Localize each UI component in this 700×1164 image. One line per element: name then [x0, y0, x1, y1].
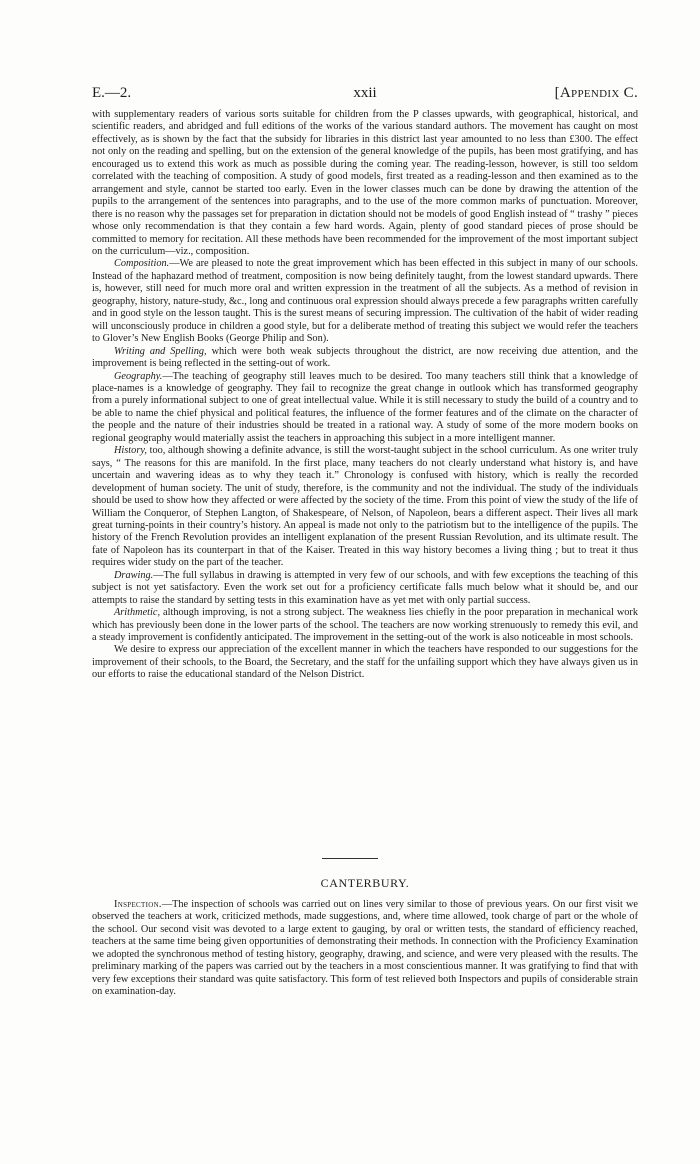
paragraph-arithmetic [92, 607, 638, 644]
section-divider [322, 858, 378, 859]
page-number: xxii [353, 85, 377, 101]
paragraph-text: too, although showing a definite advance, is still the worst-taught subject in the school curriculum. As one writer truly says, “ The reasons for this are manifold. In the first place, many teachers do not clearly understand what history is, and have uncertain and wavering ideas as to why they teach it.” Chronology is confused with history, which is really the recorded development of human society. The unit of study, therefore, is the community and not the individual. The study of the individuals should be used to show how they affected or were affected by the society of the time. From this point of view the study of the life of William the Conqueror, of Stephen Langton, of Shakespeare, of Nelson, of Napoleon, bears a different aspect. Their lives all mark great turning-points in their country’s history. An appeal is made not only to the patriotism but to the intelligence of the pupils. The history of the French Revolution provides an intelligent explanation of the present Russian Revolution, and its ultimate result. The fate of Napoleon has its counterpart in that of the Kaiser. Treated in this way history becomes a living thing ; but to treat it thus requires wider study on the part of the teacher. [92, 445, 638, 569]
header-reference: E.—2. [92, 85, 132, 101]
paragraph-lead: Inspection. [114, 899, 162, 910]
paragraph-text: although improving, is not a strong subject. The weakness lies chiefly in the poor preparation in mechanical work which has previously been done in the lower parts of the school. The teachers are now working strenuously to remedy this evil, and a steady improvement is confidently anticipated. The improvement in the setting-out of the work is also noticeable in most schools. [92, 607, 638, 644]
paragraph-text: with supplementary readers of various sorts suitable for children from the P classes upwards, with geographical, historical, and scientific readers, and abridged and full editions of the works of the various standard authors. The movement has caught on most effectively, as is shown by the fact that the subsidy for libraries in this district last year amounted to no less than £300. The effect not only on the reading and spelling, but on the extension of the general knowledge of the pupils, has been most gratifying, and has encouraged us to extend this work as much as possible during the coming year. The reading-lesson, however, is still too seldom correlated with the teaching of composition. A study of good models, first treated as a reading-lesson and then examined as to the arrangement and style, cannot be started too early. Even in the lower classes much can be done by drawing the attention of the pupils to the arrangement of the sentences into paragraphs, and to the use of the more common marks of punctuation. Moreover, there is no reason why the passages set for preparation in dictation should not be models of good English instead of “ trashy ” pieces whose only recommendation is that they contain a few hard words. Again, plenty of good standard pieces of prose should be committed to memory for recitation. All these methods have been recommended for the improvement of the most important subject on the curriculum—viz., composition. [92, 109, 638, 257]
paragraph-drawing [92, 570, 638, 607]
paragraph-lead: Drawing. [114, 569, 154, 581]
canterbury-text [92, 899, 638, 999]
paragraph-readers [92, 109, 638, 258]
paragraph-text: —The inspection of schools was carried out on lines very similar to those of previous years. On our first visit we observed the teachers at work, criticized methods, made suggestions, and, where time allowed, took charge of part or the whole of the school. Our second visit was devoted to a large extent to gauging, by oral or written tests, the standard of efficiency reached, teachers at the same time being given opportunities of demonstrating their methods. In connection with the Proficiency Examination we adopted the synchronous method of testing history, geography, drawing, and science, and were very pleased with the results. The preliminary marking of the papers was carried out by the teachers in a most conscientious manner. It was gratifying to find that with very few exceptions their standard was quite satisfactory. This form of test relieved both Inspectors and pupils of considerable strain on examination-day. [92, 899, 638, 998]
paragraph-lead: Arithmetic, [114, 607, 161, 619]
paragraph-text: —The full syllabus in drawing is attempted in very few of our schools, and with few exceptions the teaching of this subject is not yet satisfactory. Even the work set out for a proficiency certificate falls much below what it should be, and our attempts to raise the standard by setting tests in this examination have as yet met with only partial success. [92, 569, 638, 606]
paragraph-lead: Geography. [114, 370, 163, 382]
paragraph-lead: Writing and Spelling, [114, 345, 207, 357]
paragraph-text: —We are pleased to note the great improvement which has been effected in this subject in many of our schools. Instead of the haphazard method of treatment, composition is now being definitely taught, from the lowest standard upwards. There is, however, still need for much more oral and written expression in the treatment of all the subjects. As a method of revision in geography, history, nature-study, &c., long and continuous oral expression should always precede a few paragraphs written carefully and in good style on the lesson taught. This is the surest means of securing impression. The cultivation of the habit of wider reading will unconsciously produce in children a good style, but for a deliberate method of treating this subject we would refer the teachers to Glover’s New English Books (George Philip and Son). [92, 258, 638, 345]
paragraph-composition [92, 258, 638, 345]
paragraph-text: which were both weak subjects throughout the district, are now receiving due attention, and the improvement is being reflected in the setting-out of work. [92, 345, 638, 370]
section-heading: CANTERBURY. [320, 876, 410, 890]
paragraph-inspection [92, 899, 638, 999]
paragraph-history [92, 445, 638, 570]
paragraph-appreciation [92, 644, 638, 681]
page-header [92, 82, 638, 104]
header-appendix: [Appendix C. [554, 85, 638, 101]
body-text [92, 109, 638, 682]
paragraph-text: —The teaching of geography still leaves much to be desired. Too many teachers still think that a knowledge of place-names is a knowledge of geography. They fail to recognize the great change in outlook which has transformed geography from a purely informational subject to one of great intellectual value. While it is still necessary to study the build of a country and to be able to name the chief physical and political features, the influence of the former features and of the climate on the character of the people and the nature of their industries should be treated in a rational way. A study of some of the more modern books on regional geography would materially assist the teachers in approaching this subject in a more intelligent manner. [92, 370, 638, 444]
paragraph-lead: Composition. [114, 258, 170, 270]
paragraph-writing-spelling [92, 346, 638, 371]
paragraph-lead: History, [114, 445, 147, 457]
paragraph-text: We desire to express our appreciation of the excellent manner in which the teachers have responded to our suggestions for the improvement of their schools, to the Board, the Secretary, and the staff for the unfailing support which they have always given us in our efforts to raise the educational standard of the Nelson District. [92, 644, 638, 681]
paragraph-geography [92, 371, 638, 446]
